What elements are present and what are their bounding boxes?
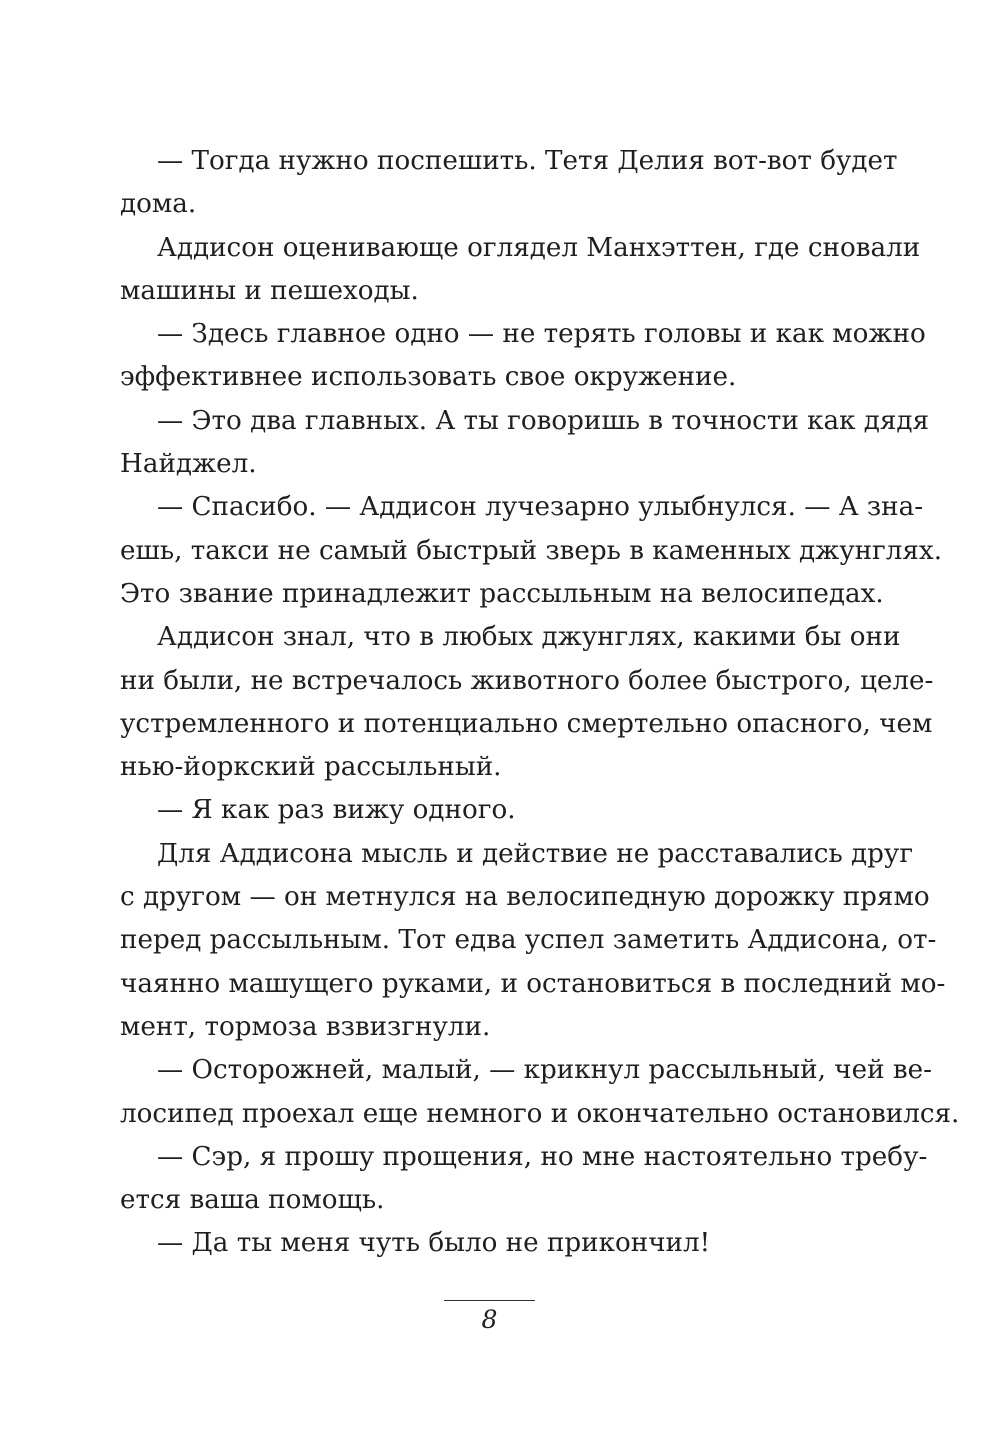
text-line: с другом — он метнулся на велосипедную дорожку прямо bbox=[120, 882, 930, 913]
body-text bbox=[120, 140, 960, 1266]
text-line: — Спасибо. — Аддисон лучезарно улыбнулся. — А зна- bbox=[157, 492, 924, 523]
text-line: мент, тормоза взвизгнули. bbox=[120, 1011, 491, 1042]
text-line: машины и пешеходы. bbox=[120, 275, 419, 306]
text-line: — Здесь главное одно — не терять головы и как можно bbox=[157, 319, 926, 350]
text-line: — Я как раз вижу одного. bbox=[157, 795, 516, 826]
text-line: Аддисон оценивающе оглядел Манхэттен, где сновали bbox=[157, 232, 921, 263]
text-line: перед рассыльным. Тот едва успел заметить Аддисона, от- bbox=[120, 925, 937, 956]
text-line: дома. bbox=[120, 189, 197, 220]
text-line: — Да ты меня чуть было не прикончил! bbox=[157, 1228, 711, 1259]
text-line: — Тогда нужно поспешить. Тетя Делия вот-вот будет bbox=[157, 146, 898, 176]
footer-divider bbox=[444, 1300, 535, 1301]
text-line: — Это два главных. А ты говоришь в точности как дядя bbox=[157, 405, 930, 436]
text-line: лосипед проехал еще немного и окончательно остановился. bbox=[120, 1098, 960, 1129]
text-line: ешь, такси не самый быстрый зверь в каменных джунглях. bbox=[120, 535, 943, 566]
text-line: нью-йоркский рассыльный. bbox=[120, 752, 502, 783]
text-line: Найджел. bbox=[120, 449, 257, 480]
text-line: Для Аддисона мысль и действие не расставались друг bbox=[157, 838, 914, 869]
text-line: — Осторожней, малый, — крикнул рассыльный, чей ве- bbox=[157, 1055, 932, 1086]
text-line: устремленного и потенциально смертельно опасного, чем bbox=[120, 708, 933, 739]
text-line: — Сэр, я прошу прощения, но мне настоятельно требу- bbox=[157, 1141, 928, 1172]
text-line: Это звание принадлежит рассыльным на велосипедах. bbox=[120, 578, 884, 609]
text-line: ется ваша помощь. bbox=[120, 1185, 385, 1216]
text-line: Аддисон знал, что в любых джунглях, какими бы они bbox=[157, 622, 901, 653]
text-line: эффективнее использовать свое окружение. bbox=[120, 362, 737, 393]
text-line: чаянно машущего руками, и остановиться в последний мо- bbox=[120, 968, 946, 999]
text-line: ни были, не встречалось животного более быстрого, целе- bbox=[120, 665, 934, 696]
page-number: 8 bbox=[481, 1305, 498, 1334]
